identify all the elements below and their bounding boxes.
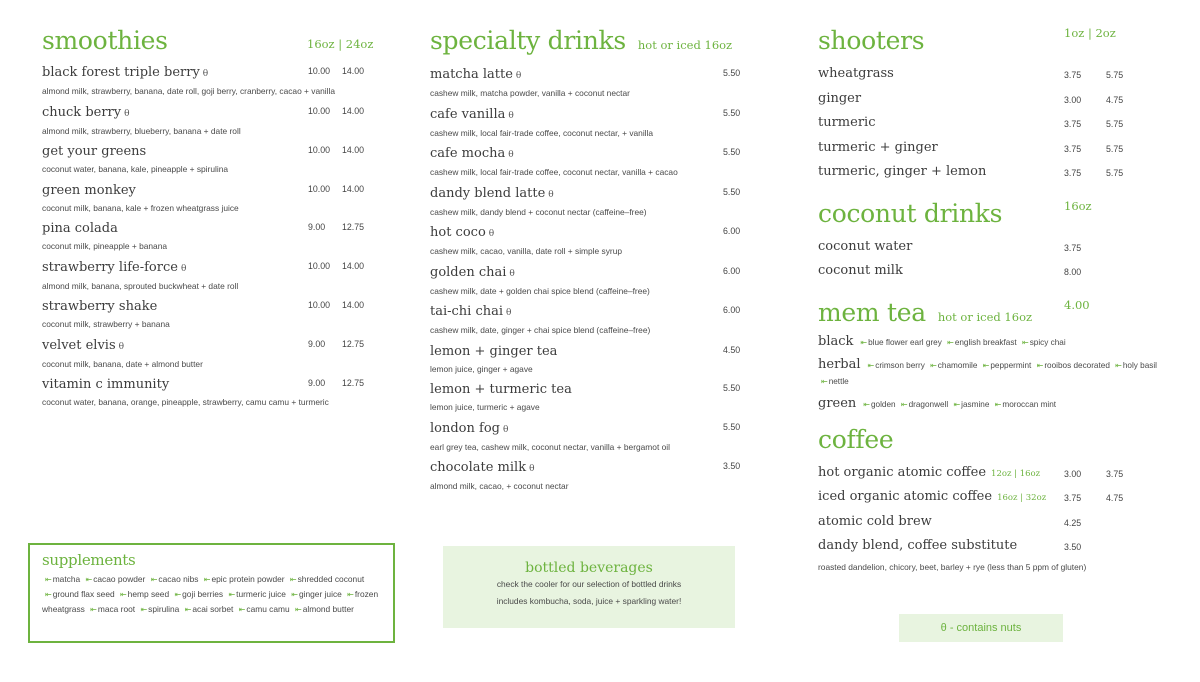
bullet-icon: ⇤: [119, 590, 127, 599]
item-name: [42, 220, 377, 238]
item-name: [430, 66, 746, 85]
item-description: lemon juice, ginger + agave: [430, 363, 533, 374]
item-description: almond milk, cacao, + coconut nectar: [430, 481, 569, 491]
item-name: [430, 106, 746, 125]
item-name-text: lemon + ginger tea: [430, 343, 558, 359]
contains-nuts-icon: θ: [502, 424, 509, 435]
specialty-item: [430, 106, 746, 142]
price-16oz: 9.00: [308, 222, 326, 232]
tea-flavor: spicy chai: [1029, 337, 1066, 347]
bullet-icon: ⇤: [347, 590, 354, 599]
bullet-icon: ⇤: [291, 590, 298, 599]
right-column: [818, 26, 1168, 575]
item-name: coconut milk: [818, 263, 903, 278]
smoothie-item: [42, 337, 377, 373]
item-name-text: matcha latte: [430, 67, 513, 82]
item-name-text: london fog: [430, 420, 500, 436]
tea-flavor: nettle: [828, 376, 849, 386]
shooter-item: [818, 62, 1168, 87]
contains-nuts-icon: θ: [509, 268, 515, 279]
contains-nuts-icon: θ: [508, 150, 514, 160]
specialty-list: [430, 66, 746, 495]
item-description: coconut milk, strawberry + banana: [42, 319, 170, 329]
coconut-list: [818, 235, 1168, 284]
memtea-title: mem tea: [818, 297, 926, 327]
item-name-text: velvet elvis: [42, 337, 116, 353]
shooter-item: [818, 87, 1168, 112]
shooter-item: [818, 160, 1168, 185]
specialty-sizes: hot or iced 16oz: [637, 38, 733, 52]
coconut-item: [818, 235, 1168, 260]
contains-nuts-icon: θ: [529, 464, 535, 474]
contains-nuts-note: θ - contains nuts: [899, 614, 1063, 642]
contains-nuts-icon: θ: [506, 308, 512, 318]
price-16oz: 10.00: [308, 105, 331, 116]
tea-type: green: [818, 395, 857, 411]
bullet-icon: ⇤: [900, 399, 908, 409]
tea-herbal: [818, 357, 1168, 390]
item-name-text: strawberry shake: [42, 299, 158, 314]
price-16oz: 10.00: [308, 300, 331, 310]
bullet-icon: ⇤: [1036, 360, 1044, 370]
item-description: coconut water, banana, kale, pineapple + spirulina: [42, 164, 229, 174]
shooter-item: [818, 111, 1168, 136]
price: 5.50: [723, 68, 741, 78]
item-name-text: black forest triple berry: [42, 65, 200, 80]
price-1oz: 3.75: [1064, 168, 1082, 178]
memtea-price: 4.00: [1064, 297, 1090, 312]
price-16oz: 10.00: [308, 260, 331, 271]
price-16oz: 10.00: [308, 183, 331, 194]
item-name-text: lemon + turmeric tea: [430, 382, 572, 397]
item-name: wheatgrass: [818, 66, 894, 81]
coffee-sizes: 16oz | 32oz: [997, 493, 1047, 503]
bottled-title: bottled beverages: [525, 560, 653, 576]
price-2oz: 5.75: [1106, 168, 1124, 178]
item-description: cashew milk, local fair-trade coffee, coconut nectar, + vanilla: [430, 127, 654, 138]
smoothie-item: [42, 182, 377, 217]
price: 3.75: [1064, 242, 1082, 253]
price: 5.50: [723, 383, 741, 393]
tea-type: black: [818, 333, 854, 349]
bullet-icon: ⇤: [45, 575, 52, 584]
price-16oz: 10.00: [308, 66, 331, 76]
coffee-title: coffee: [818, 424, 894, 454]
bullet-icon: ⇤: [947, 337, 954, 347]
item-name: [430, 420, 746, 439]
bottled-line-2: includes kombucha, soda, juice + sparkling water!: [496, 596, 682, 606]
item-name-text: tai-chi chai: [430, 304, 504, 319]
price: 6.00: [723, 305, 741, 315]
supplement-item: shredded coconut: [297, 574, 365, 584]
item-description: lemon juice, turmeric + agave: [430, 402, 540, 412]
coffee-header: [818, 425, 1168, 461]
item-name: [430, 343, 746, 361]
supplements-list: [42, 572, 381, 617]
smoothie-item: [42, 220, 377, 255]
supplement-item: hemp seed: [127, 589, 170, 599]
price-2oz: 5.75: [1106, 143, 1124, 154]
specialty-item: [430, 264, 746, 300]
tea-flavor: english breakfast: [954, 337, 1017, 347]
price-2oz: 4.75: [1106, 94, 1124, 105]
tea-flavor: rooibos decorated: [1044, 360, 1110, 370]
price-small: 3.50: [1064, 542, 1082, 552]
bullet-icon: ⇤: [184, 605, 192, 614]
smoothie-item: [42, 376, 377, 411]
bullet-icon: ⇤: [1115, 360, 1122, 370]
coffee-item: [818, 461, 1168, 486]
bullet-icon: ⇤: [228, 590, 236, 599]
item-name-text: hot organic atomic coffee: [818, 464, 987, 480]
price: 5.50: [723, 186, 741, 197]
bullet-icon: ⇤: [953, 399, 961, 409]
item-name: [818, 510, 1168, 534]
item-name-text: chocolate milk: [430, 460, 527, 475]
price-24oz: 14.00: [342, 300, 365, 310]
price-24oz: 12.75: [342, 378, 365, 388]
tea-flavor: holy basil: [1122, 360, 1157, 370]
specialty-header: [430, 26, 746, 62]
item-name-text: pina colada: [42, 221, 118, 236]
tea-flavor: dragonwell: [908, 399, 949, 409]
specialty-item: [430, 224, 746, 260]
price: 5.50: [723, 107, 741, 118]
item-description: coconut water, banana, orange, pineapple, strawberry, camu camu + turmeric: [42, 397, 329, 407]
specialty-section: [430, 26, 746, 495]
item-description: cashew milk, date + golden chai spice blend (caffeine–free): [430, 285, 650, 296]
memtea-list: [818, 334, 1168, 413]
price-24oz: 12.75: [342, 338, 365, 349]
item-name-text: atomic cold brew: [818, 513, 932, 529]
item-name: coconut water: [818, 238, 913, 254]
shooters-list: [818, 62, 1168, 185]
contains-nuts-icon: θ: [508, 110, 514, 121]
item-name-text: get your greens: [42, 144, 147, 159]
supplement-item: goji berries: [182, 589, 224, 599]
item-description: cashew milk, cacao, vanilla, date roll + simple syrup: [430, 246, 623, 256]
price-24oz: 14.00: [342, 260, 365, 271]
contains-nuts-icon: θ: [515, 71, 522, 81]
coffee-item: [818, 510, 1168, 535]
price-16oz: 10.00: [308, 145, 331, 155]
price-24oz: 14.00: [342, 66, 365, 76]
item-name: [430, 303, 746, 322]
item-name: [430, 264, 746, 283]
item-name-text: chuck berry: [42, 104, 122, 120]
supplement-item: spirulina: [148, 604, 180, 614]
coconut-sizes: 16oz: [1064, 198, 1092, 213]
supplement-item: maca root: [97, 604, 136, 614]
item-description: coconut milk, pineapple + banana: [42, 241, 168, 251]
bullet-icon: ⇤: [174, 590, 182, 599]
coconut-header: [818, 199, 1168, 235]
bullet-icon: ⇤: [1022, 337, 1029, 347]
contains-nuts-icon: θ: [180, 263, 187, 274]
coconut-item: [818, 259, 1168, 284]
item-name-text: dandy blend, coffee substitute: [818, 538, 1018, 553]
item-name-text: strawberry life-force: [42, 259, 178, 275]
bullet-icon: ⇤: [295, 605, 302, 614]
coffee-note: roasted dandelion, chicory, beet, barley + rye (less than 5 ppm of gluten): [818, 561, 1087, 572]
item-name: [430, 381, 746, 399]
bullet-icon: ⇤: [289, 575, 297, 584]
memtea-sizes: hot or iced 16oz: [937, 309, 1033, 324]
item-description: earl grey tea, cashew milk, coconut nectar, vanilla + bergamot oil: [430, 441, 670, 452]
price: 8.00: [1064, 267, 1082, 277]
supplements-title: supplements: [42, 551, 136, 569]
tea-black: [818, 334, 1168, 351]
price-16oz: 9.00: [308, 338, 326, 349]
tea-flavor: crimson berry: [875, 360, 925, 370]
bottled-beverages-box: [443, 546, 735, 628]
price-1oz: 3.75: [1064, 143, 1082, 154]
item-name: [430, 185, 746, 204]
tea-type: herbal: [818, 356, 861, 372]
smoothie-item: [42, 104, 377, 140]
smoothies-title: smoothies: [42, 26, 168, 55]
contains-nuts-icon: θ: [488, 229, 495, 239]
item-name: [430, 459, 746, 478]
item-description: almond milk, banana, sprouted buckwheat + date roll: [42, 280, 239, 291]
bottled-line-1: check the cooler for our selection of bottled drinks: [496, 579, 682, 589]
price-1oz: 3.75: [1064, 70, 1082, 80]
coffee-list: [818, 461, 1168, 559]
bullet-icon: ⇤: [821, 376, 828, 386]
item-name: turmeric + ginger: [818, 139, 938, 155]
shooters-sizes: 1oz | 2oz: [1064, 26, 1116, 40]
specialty-item: [430, 459, 746, 495]
specialty-item: [430, 420, 746, 456]
coffee-item: [818, 485, 1168, 510]
price: 6.00: [723, 226, 741, 236]
item-name: [818, 534, 1168, 558]
item-name: [42, 337, 377, 356]
contains-nuts-icon: θ: [202, 69, 209, 79]
tea-flavor: peppermint: [990, 360, 1032, 370]
specialty-title: specialty drinks: [430, 26, 626, 55]
coconut-title: coconut drinks: [818, 198, 1003, 228]
item-name: [430, 224, 746, 243]
bullet-icon: ⇤: [867, 360, 875, 370]
item-name-text: green monkey: [42, 182, 136, 198]
price: 4.50: [723, 344, 741, 355]
tea-flavor: jasmine: [961, 399, 990, 409]
smoothie-item: [42, 259, 377, 295]
bullet-icon: ⇤: [90, 605, 97, 614]
price-large: 4.75: [1106, 493, 1124, 503]
price-2oz: 5.75: [1106, 70, 1124, 80]
item-name: [42, 376, 377, 394]
price: 5.50: [723, 147, 741, 157]
item-description: cashew milk, matcha powder, vanilla + coconut nectar: [430, 88, 630, 98]
bullet-icon: ⇤: [140, 605, 148, 614]
price-16oz: 9.00: [308, 378, 326, 388]
item-name: [430, 145, 746, 164]
specialty-item: [430, 185, 746, 221]
price-large: 3.75: [1106, 468, 1124, 479]
price-2oz: 5.75: [1106, 119, 1124, 129]
price: 6.00: [723, 265, 741, 276]
supplement-item: turmeric juice: [236, 589, 286, 599]
memtea-header: [818, 298, 1168, 334]
item-name-text: cafe vanilla: [430, 106, 506, 122]
item-name-text: cafe mocha: [430, 146, 506, 161]
supplement-item: ginger juice: [298, 589, 342, 599]
bullet-icon: ⇤: [85, 575, 93, 584]
tea-flavor: chamomile: [937, 360, 978, 370]
supplement-item: cacao nibs: [158, 574, 199, 584]
smoothies-section: [42, 26, 377, 411]
supplement-item: epic protein powder: [211, 574, 285, 584]
price-24oz: 12.75: [342, 222, 365, 232]
item-name-text: vitamin c immunity: [42, 377, 170, 392]
bullet-icon: ⇤: [150, 575, 158, 584]
bullet-icon: ⇤: [863, 399, 870, 409]
smoothie-item: [42, 64, 377, 100]
item-description: coconut milk, banana, kale + frozen wheatgrass juice: [42, 202, 239, 213]
supplement-item: almond butter: [302, 604, 354, 614]
price: 3.50: [723, 461, 741, 471]
bullet-icon: ⇤: [860, 337, 868, 347]
bullet-icon: ⇤: [238, 605, 246, 614]
item-description: cashew milk, local fair-trade coffee, coconut nectar, vanilla + cacao: [430, 167, 678, 177]
smoothie-list: [42, 64, 377, 411]
contains-nuts-icon: θ: [124, 108, 130, 119]
shooters-title: shooters: [818, 26, 925, 55]
supplement-item: matcha: [52, 574, 81, 584]
contains-nuts-icon: θ: [118, 341, 125, 352]
supplement-item: ground flax seed: [52, 589, 115, 599]
supplement-item: frozen wheatgrass: [42, 589, 379, 614]
item-name-text: dandy blend latte: [430, 185, 546, 201]
item-description: almond milk, strawberry, blueberry, banana + date roll: [42, 125, 241, 136]
item-name: ginger: [818, 90, 862, 106]
coffee-item: [818, 534, 1168, 559]
item-name: turmeric, ginger + lemon: [818, 164, 987, 179]
specialty-item: [430, 145, 746, 181]
contains-nuts-icon: θ: [548, 189, 554, 200]
price-small: 3.00: [1064, 468, 1082, 479]
item-name: turmeric: [818, 115, 876, 130]
item-name-text: iced organic atomic coffee: [818, 489, 993, 504]
item-name-text: golden chai: [430, 264, 507, 280]
item-description: cashew milk, dandy blend + coconut nectar (caffeine–free): [430, 206, 647, 217]
smoothie-item: [42, 143, 377, 178]
item-description: almond milk, strawberry, banana, date roll, goji berry, cranberry, cacao + vanilla: [42, 86, 336, 96]
supplement-item: acai sorbet: [192, 604, 234, 614]
bullet-icon: ⇤: [45, 590, 52, 599]
supplement-item: camu camu: [246, 604, 290, 614]
item-description: coconut milk, banana, date + almond butter: [42, 358, 203, 369]
price-24oz: 14.00: [342, 105, 365, 116]
specialty-item: [430, 343, 746, 378]
smoothies-sizes: 16oz | 24oz: [307, 37, 374, 51]
shooter-item: [818, 136, 1168, 161]
price-1oz: 3.00: [1064, 94, 1082, 105]
coffee-sizes: 12oz | 16oz: [991, 468, 1041, 479]
specialty-item: [430, 381, 746, 416]
price-24oz: 14.00: [342, 183, 365, 194]
supplements-box: [28, 543, 395, 643]
smoothie-item: [42, 298, 377, 333]
price-small: 3.75: [1064, 493, 1082, 503]
shooters-header: [818, 26, 1168, 62]
bullet-icon: ⇤: [982, 360, 990, 370]
price-small: 4.25: [1064, 517, 1082, 528]
item-name-text: hot coco: [430, 225, 486, 240]
smoothies-header: [42, 26, 377, 60]
tea-flavor: moroccan mint: [1002, 399, 1057, 409]
tea-green: [818, 396, 1168, 413]
supplement-item: cacao powder: [93, 574, 146, 584]
price: 5.50: [723, 421, 741, 432]
bullet-icon: ⇤: [930, 360, 937, 370]
bullet-icon: ⇤: [203, 575, 211, 584]
price-1oz: 3.75: [1064, 119, 1082, 129]
price-24oz: 14.00: [342, 145, 365, 155]
tea-flavor: blue flower earl grey: [868, 337, 942, 347]
specialty-item: [430, 66, 746, 102]
item-description: cashew milk, date, ginger + chai spice blend (caffeine–free): [430, 325, 651, 335]
tea-flavor: golden: [871, 399, 896, 409]
bullet-icon: ⇤: [994, 399, 1002, 409]
specialty-item: [430, 303, 746, 339]
